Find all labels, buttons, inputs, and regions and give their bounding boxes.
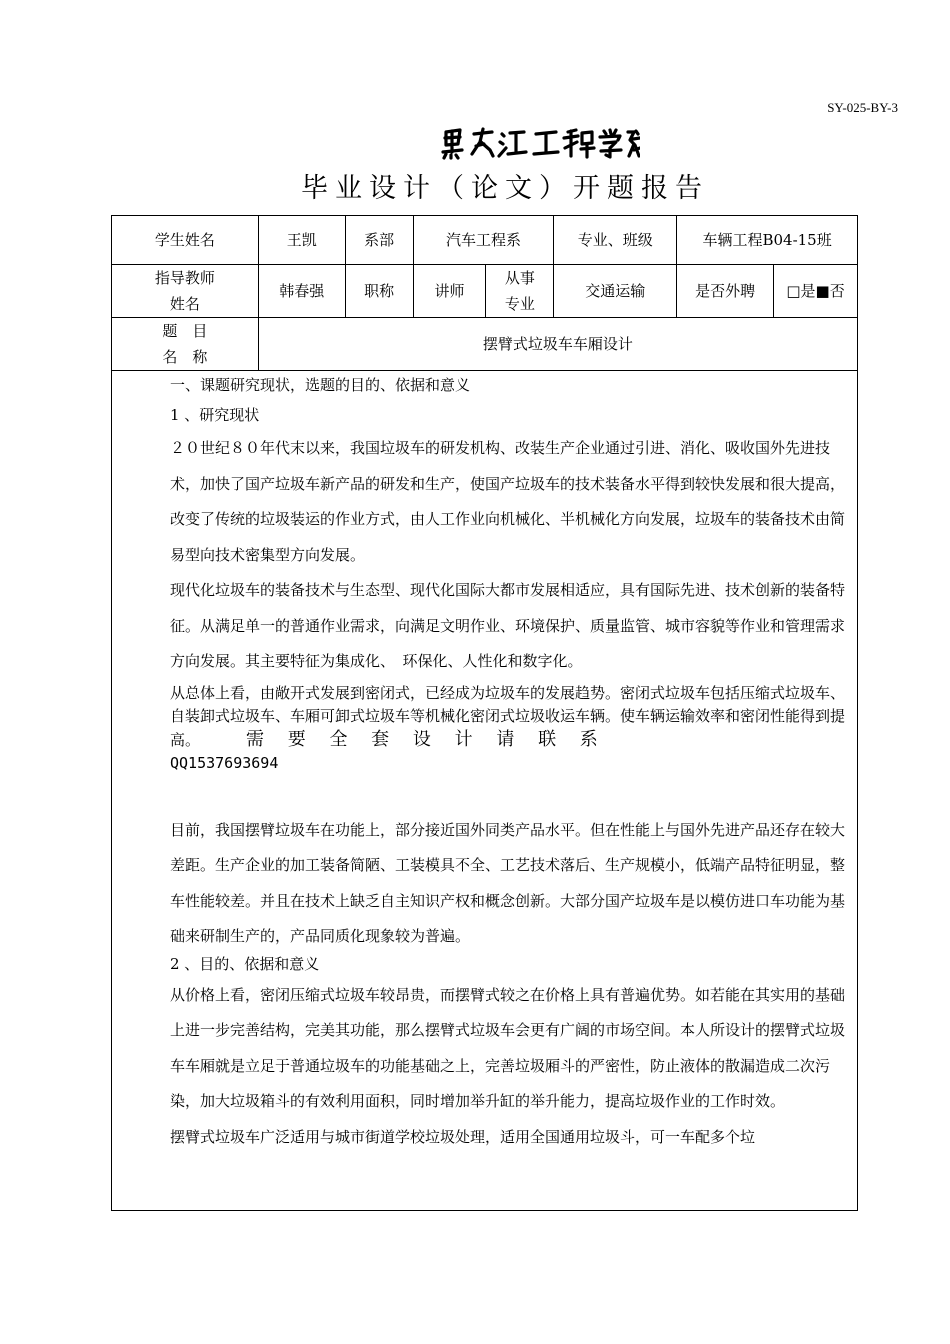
- subsection-2-heading: 2 、目的、依据和意义: [170, 954, 320, 973]
- contact-text: 需 要 全 套 设 计 请 联 系: [246, 728, 607, 750]
- topic-label-line1: 题 目: [162, 322, 208, 340]
- field-label-line1: 从事: [504, 269, 535, 287]
- paragraph-2: 现代化垃圾车的装备技术与生态型、现代化国际大都市发展相适应，具有国际先进、技术创新的装备特征。从满足单一的普通作业需求，向满足文明作业、环境保护、质量监管、城市容貌等作业和管理需求方向发展。其主要特征为集成化、 环保化、人性化和数字化。: [170, 581, 846, 670]
- dept-value: 汽车工程系: [413, 216, 554, 265]
- info-table: [111, 215, 858, 371]
- advisor-label-line1: 指导教师: [154, 269, 215, 287]
- paragraph-3: [170, 682, 850, 752]
- student-name: 王凯: [258, 216, 345, 265]
- paragraph-1: ２０世纪８０年代末以来，我国垃圾车的研发机构、改装生产企业通过引进、消化、吸收国外先进技术，加快了国产垃圾车新产品的研发和生产，使国产垃圾车的技术装备水平得到较快发展和很大提高，改变了传统的垃圾装运的作业方式，由人工作业向机械化、半机械化方向发展，垃圾车的装备技术由简易型向技术密集型方向发展。: [170, 439, 846, 564]
- section1-heading: 一、课题研究现状，选题的目的、依据和意义: [170, 376, 471, 394]
- field-value: 交通运输: [554, 265, 677, 318]
- document-code: SY-025-BY-3: [827, 100, 898, 115]
- topic-value: 摆臂式垃圾车车厢设计: [258, 318, 857, 371]
- topic-label-line2: 名 称: [162, 348, 208, 366]
- field-label: [486, 265, 554, 318]
- major-class-value: 车辆工程B04-15班: [677, 216, 858, 265]
- subsection-1-heading: 1 、研究现状: [170, 406, 260, 424]
- dept-label: 系部: [345, 216, 413, 265]
- rank-value: 讲师: [413, 265, 486, 318]
- field-label-line2: 专业: [504, 295, 535, 313]
- topic-label: [112, 318, 259, 371]
- advisor-label-line2: 姓名: [169, 295, 200, 313]
- paragraph-3-text: 从总体上看，由敞开式发展到密闭式，已经成为垃圾车的发展趋势。密闭式垃圾车包括压缩式垃圾车、自装卸式垃圾车、车厢可卸式垃圾车等机械化密闭式垃圾收运车辆。使车辆运输效率和密闭性能得到提高。: [170, 683, 846, 749]
- external-checkbox: □是■否: [774, 265, 858, 318]
- school-logo: [440, 126, 640, 160]
- advisor-name: 韩春强: [258, 265, 345, 318]
- student-name-label: 学生姓名: [112, 216, 259, 265]
- rank-label: 职称: [345, 265, 413, 318]
- page-title: 毕业设计（论文）开题报告: [301, 173, 709, 204]
- paragraph-5: 从价格上看，密闭压缩式垃圾车较昂贵，而摆臂式较之在价格上具有普遍优势。如若能在其实用的基础上进一步完善结构，完美其功能，那么摆臂式垃圾车会更有广阔的市场空间。本人所设计的摆臂式垃圾车车厢就是立足于普通垃圾车的功能基础之上，完善垃圾厢斗的严密性，防止液体的散漏造成二次污染，加大垃圾箱斗的有效利用面积，同时增加举升缸的举升能力，提高垃圾作业的工作时效。: [170, 985, 846, 1110]
- advisor-label: [112, 265, 259, 318]
- contact-qq: QQ1537693694: [170, 753, 279, 772]
- paragraph-6: 摆臂式垃圾车广泛适用与城市街道学校垃圾处理，适用全国通用垃圾斗，可一车配多个垃: [170, 1127, 756, 1146]
- report-content: [170, 372, 850, 1154]
- major-class-label: 专业、班级: [554, 216, 677, 265]
- paragraph-4: 目前，我国摆臂垃圾车在功能上，部分接近国外同类产品水平。但在性能上与国外先进产品还存在较大差距。生产企业的加工装备简陋、工装模具不全、工艺技术落后、生产规模小，低端产品特征明显，整车性能较差。并且在技术上缺乏自主知识产权和概念创新。大部分国产垃圾车是以模仿进口车功能为基础来研制生产的，产品同质化现象较为普遍。: [170, 820, 846, 945]
- external-label: 是否外聘: [677, 265, 774, 318]
